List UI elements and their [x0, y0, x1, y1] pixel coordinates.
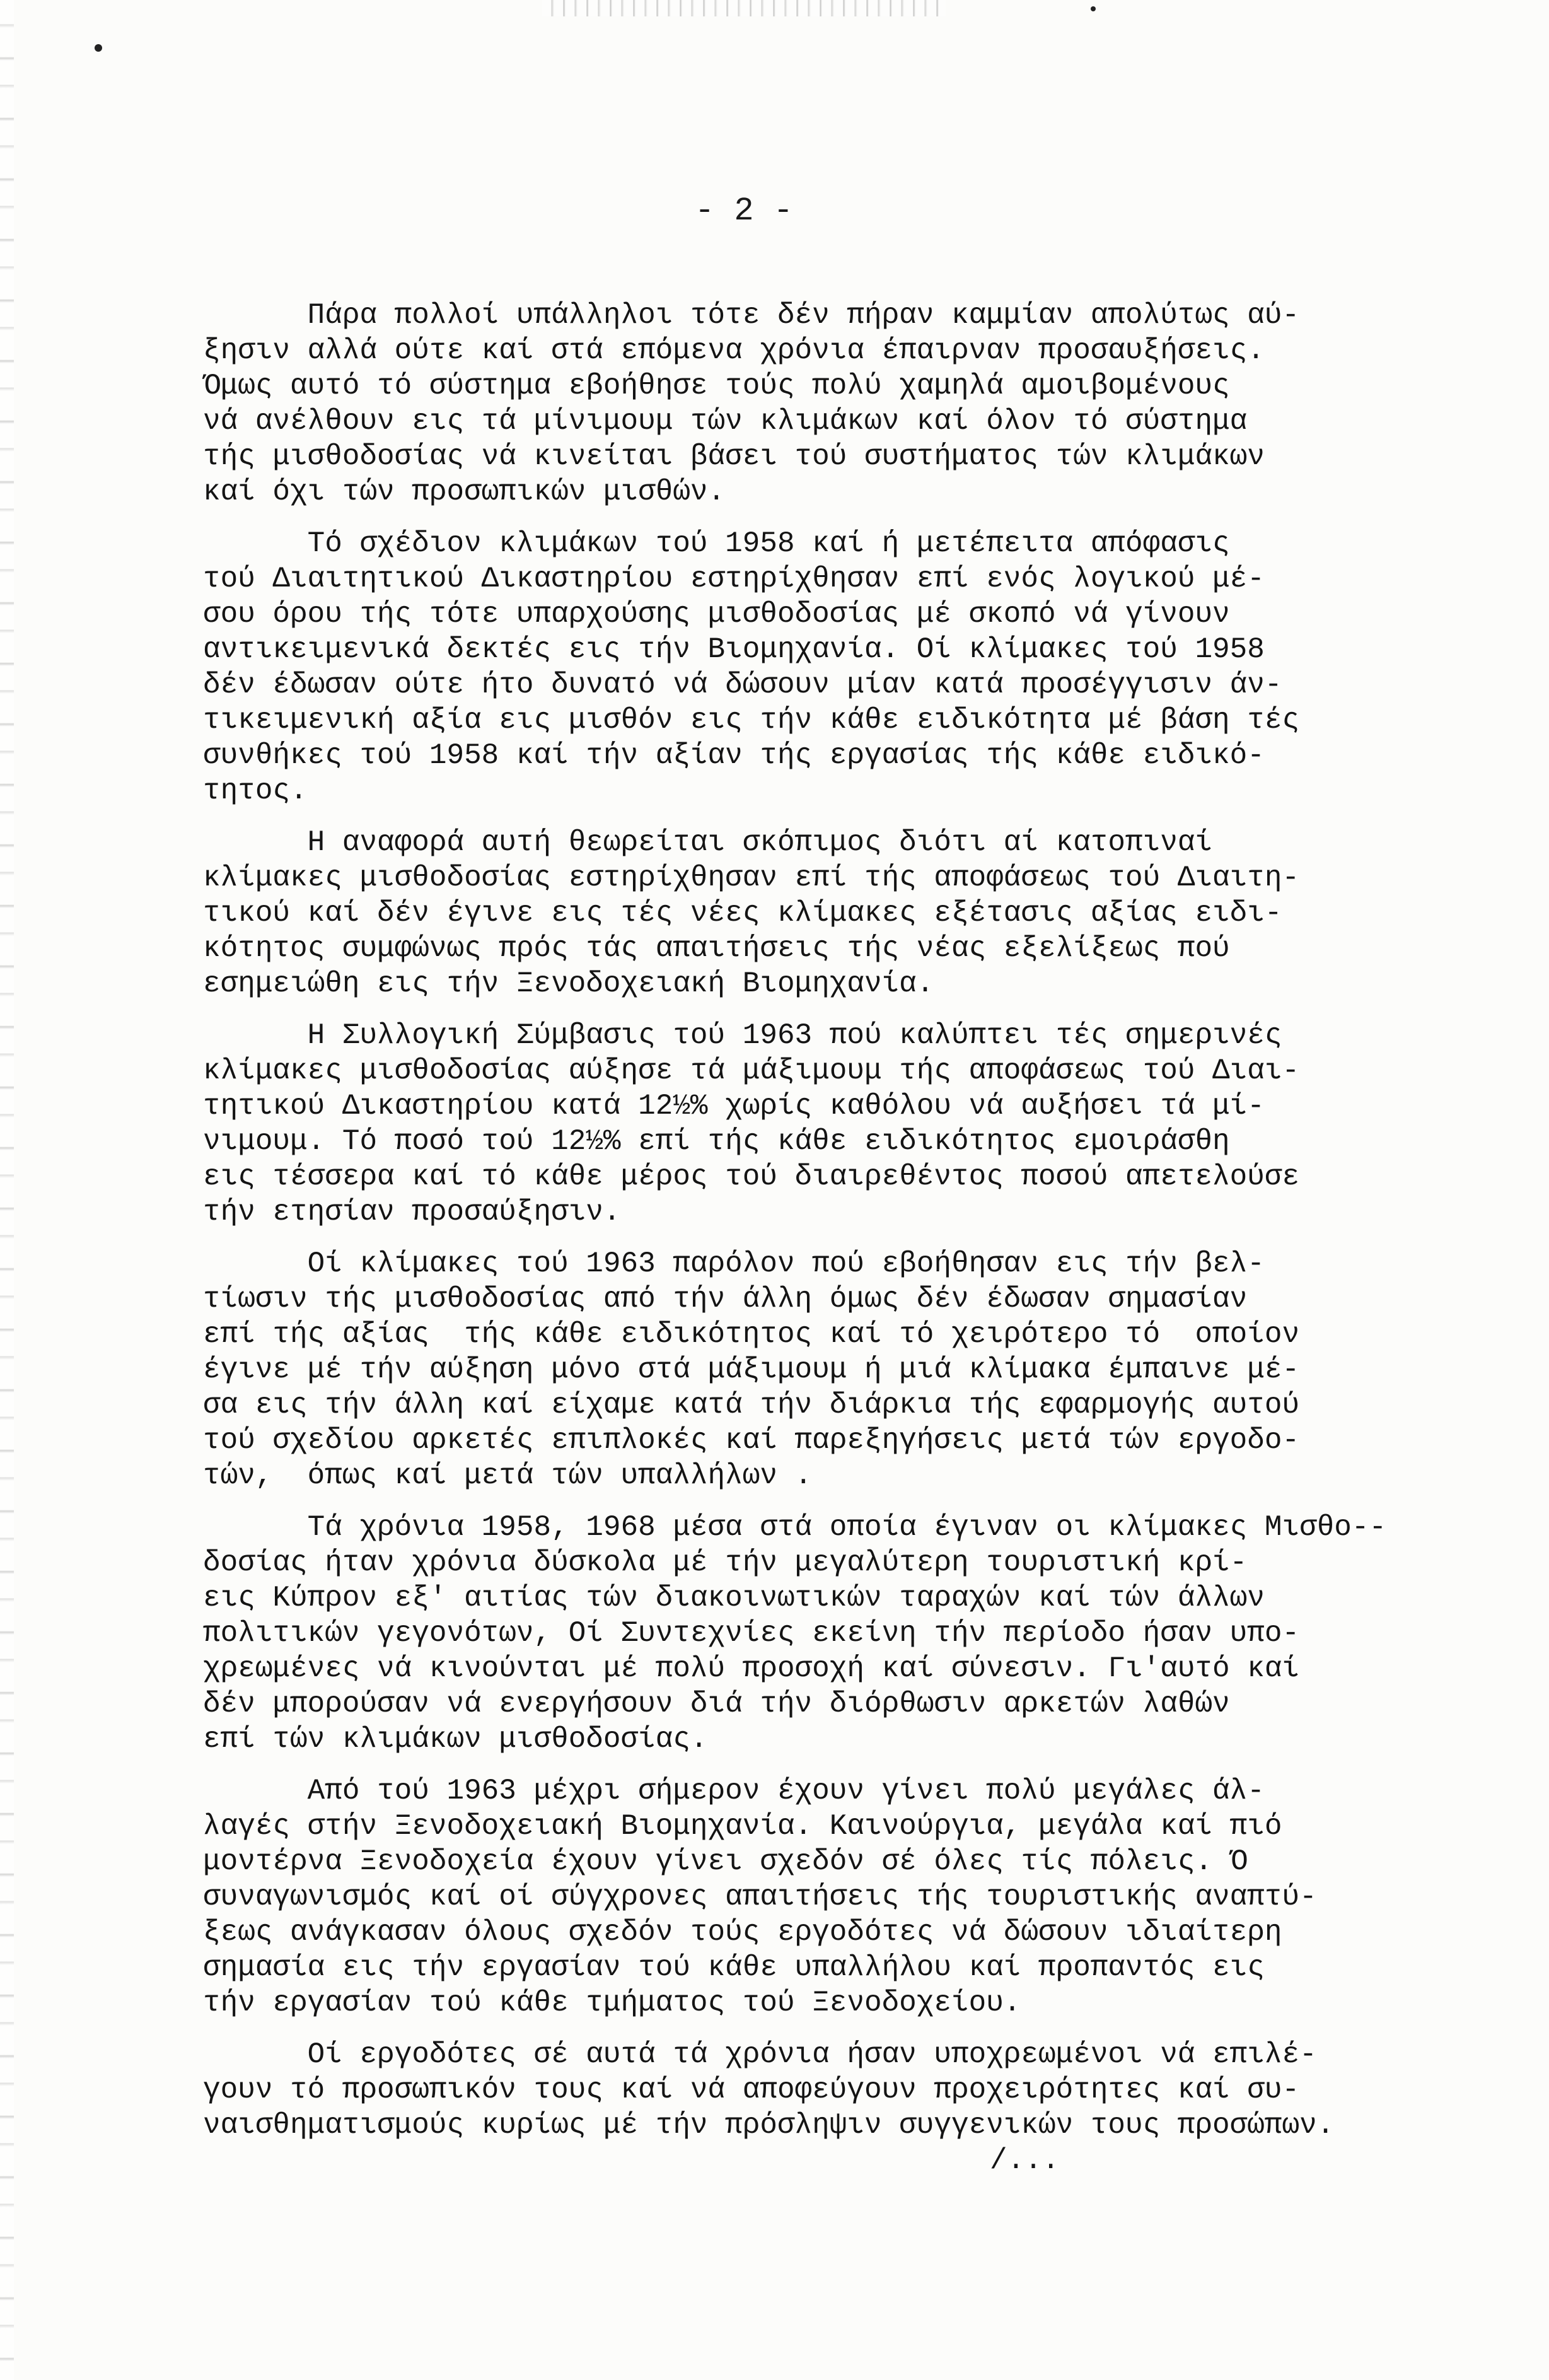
- paragraph: [203, 1510, 1451, 1757]
- text-line: τικειμενική αξία εις μισθόν εις τήν κάθε ειδικότητα μέ βάση τές: [203, 704, 1300, 737]
- text-line: μοντέρνα Ξενοδοχεία έχουν γίνει σχεδόν σέ όλες τίς πόλεις. Ό: [203, 1845, 1248, 1878]
- continuation-mark: /...: [990, 2144, 1060, 2177]
- text-line: επί τών κλιμάκων μισθοδοσίας.: [203, 1723, 708, 1756]
- text-line: ξησιν αλλά ούτε καί στά επόμενα χρόνια έπαιρναν προσαυξήσεις.: [203, 334, 1265, 367]
- text-line: χρεωμένες νά κινούνται μέ πολύ προσοχή καί σύνεσιν. Γι'αυτό καί: [203, 1652, 1300, 1685]
- text-line: σα εις τήν άλλη καί είχαμε κατά τήν διάρκια τής εφαρμογής αυτού: [203, 1389, 1300, 1421]
- document-body: [203, 298, 1451, 2159]
- paragraph: [203, 1018, 1451, 1230]
- text-line: ξεως ανάγκασαν όλους σχεδόν τούς εργοδότες νά δώσουν ιδιαίτερη: [203, 1916, 1282, 1949]
- text-line: τίωσιν τής μισθοδοσίας από τήν άλλη όμως δέν έδωσαν σημασίαν: [203, 1283, 1248, 1315]
- paragraph: [203, 526, 1451, 808]
- text-line: γουν τό προσωπικόν τους καί νά αποφεύγουν προχειρότητες καί συ-: [203, 2074, 1300, 2106]
- text-line: συνθήκες τού 1958 καί τήν αξίαν τής εργασίας τής κάθε ειδικό-: [203, 739, 1265, 772]
- text-line: Οί εργοδότες σέ αυτά τά χρόνια ήσαν υποχρεωμένοι νά επιλέ-: [203, 2038, 1317, 2071]
- scan-speck: [95, 44, 102, 52]
- text-line: αντικειμενικά δεκτές εις τήν Βιομηχανία. Οί κλίμακες τού 1958: [203, 633, 1265, 666]
- text-line: λαγές στήν Ξενοδοχειακή Βιομηχανία. Καινούργια, μεγάλα καί πιό: [203, 1810, 1282, 1843]
- text-line: Τά χρόνια 1958, 1968 μέσα στά οποία έγιναν οι κλίμακες Μισθο--: [203, 1511, 1387, 1544]
- paragraph: [203, 2037, 1451, 2143]
- text-line: τητος.: [203, 774, 308, 807]
- paragraph: [203, 825, 1451, 1001]
- text-line: καί όχι τών προσωπικών μισθών.: [203, 475, 726, 508]
- paragraph: [203, 1773, 1451, 2021]
- text-line: νά ανέλθουν εις τά μίνιμουμ τών κλιμάκων καί όλον τό σύστημα: [203, 405, 1248, 438]
- text-line: δέν μπορούσαν νά ενεργήσουν διά τήν διόρθωσιν αρκετών λαθών: [203, 1688, 1230, 1720]
- text-line: επί τής αξίας τής κάθε ειδικότητος καί τό χειρότερο τό οποίον: [203, 1318, 1300, 1351]
- text-line: κότητος συμφώνως πρός τάς απαιτήσεις τής νέας εξελίξεως πού: [203, 932, 1230, 965]
- text-line: Οί κλίμακες τού 1963 παρόλον πού εβοήθησαν εις τήν βελ-: [203, 1247, 1265, 1280]
- scan-speck: [1091, 6, 1096, 11]
- text-line: συναγωνισμός καί οί σύγχρονες απαιτήσεις τής τουριστικής αναπτύ-: [203, 1881, 1317, 1913]
- text-line: Τό σχέδιον κλιμάκων τού 1958 καί ή μετέπειτα απόφασις: [203, 527, 1230, 560]
- page-number: - 2 -: [694, 192, 794, 230]
- text-line: Η Συλλογική Σύμβασις τού 1963 πού καλύπτει τές σημερινές: [203, 1019, 1282, 1052]
- text-line: τητικού Δικαστηρίου κατά 12½% χωρίς καθόλου νά αυξήσει τά μί-: [203, 1090, 1265, 1123]
- paragraph: [203, 1246, 1451, 1493]
- text-line: Η αναφορά αυτή θεωρείται σκόπιμος διότι αί κατοπιναί: [203, 826, 1213, 859]
- text-line: κλίμακες μισθοδοσίας αύξησε τά μάξιμουμ τής αποφάσεως τού Διαι-: [203, 1054, 1300, 1087]
- text-line: κλίμακες μισθοδοσίας εστηρίχθησαν επί τής αποφάσεως τού Διαιτη-: [203, 861, 1300, 894]
- text-line: Όμως αυτό τό σύστημα εβοήθησε τούς πολύ χαμηλά αμοιβομένους: [203, 370, 1230, 402]
- text-line: εις Κύπρον εξ' αιτίας τών διακοινωτικών ταραχών καί τών άλλων: [203, 1582, 1265, 1614]
- text-line: τών, όπως καί μετά τών υπαλλήλων .: [203, 1459, 813, 1492]
- text-line: Πάρα πολλοί υπάλληλοι τότε δέν πήραν καμμίαν απολύτως αύ-: [203, 299, 1300, 332]
- text-line: τού Διαιτητικού Δικαστηρίου εστηρίχθησαν επί ενός λογικού μέ-: [203, 563, 1265, 595]
- text-line: τού σχεδίου αρκετές επιπλοκές καί παρεξηγήσεις μετά τών εργοδο-: [203, 1424, 1300, 1457]
- scan-edge-noise: [0, 0, 14, 2380]
- text-line: Από τού 1963 μέχρι σήμερον έχουν γίνει πολύ μεγάλες άλ-: [203, 1775, 1265, 1807]
- text-line: τήν εργασίαν τού κάθε τμήματος τού Ξενοδοχείου.: [203, 1986, 1021, 2019]
- text-line: δοσίας ήταν χρόνια δύσκολα μέ τήν μεγαλύτερη τουριστική κρί-: [203, 1546, 1248, 1579]
- text-line: δέν έδωσαν ούτε ήτο δυνατό νά δώσουν μίαν κατά προσέγγισιν άν-: [203, 668, 1282, 701]
- text-line: σου όρου τής τότε υπαρχούσης μισθοδοσίας μέ σκοπό νά γίνουν: [203, 598, 1230, 631]
- text-line: σημασία εις τήν εργασίαν τού κάθε υπαλλήλου καί προπαντός εις: [203, 1951, 1265, 1984]
- text-line: ναισθηματισμούς κυρίως μέ τήν πρόσληψιν συγγενικών τους προσώπων.: [203, 2109, 1335, 2142]
- text-line: πολιτικών γεγονότων, Οί Συντεχνίες εκείνη τήν περίοδο ήσαν υπο-: [203, 1617, 1300, 1650]
- scan-top-noise: [542, 0, 946, 16]
- text-line: τήν ετησίαν προσαύξησιν.: [203, 1196, 621, 1228]
- text-line: τικού καί δέν έγινε εις τές νέες κλίμακες εξέτασις αξίας ειδι-: [203, 897, 1282, 930]
- text-line: έγινε μέ τήν αύξηση μόνο στά μάξιμουμ ή μιά κλίμακα έμπαινε μέ-: [203, 1353, 1300, 1386]
- text-line: τής μισθοδοσίας νά κινείται βάσει τού συστήματος τών κλιμάκων: [203, 440, 1265, 473]
- text-line: νιμουμ. Τό ποσό τού 12½% επί τής κάθε ειδικότητος εμοιράσθη: [203, 1125, 1230, 1158]
- text-line: εσημειώθη εις τήν Ξενοδοχειακή Βιομηχανία.: [203, 967, 934, 1000]
- text-line: εις τέσσερα καί τό κάθε μέρος τού διαιρεθέντος ποσού απετελούσε: [203, 1160, 1300, 1193]
- paragraph: [203, 298, 1451, 510]
